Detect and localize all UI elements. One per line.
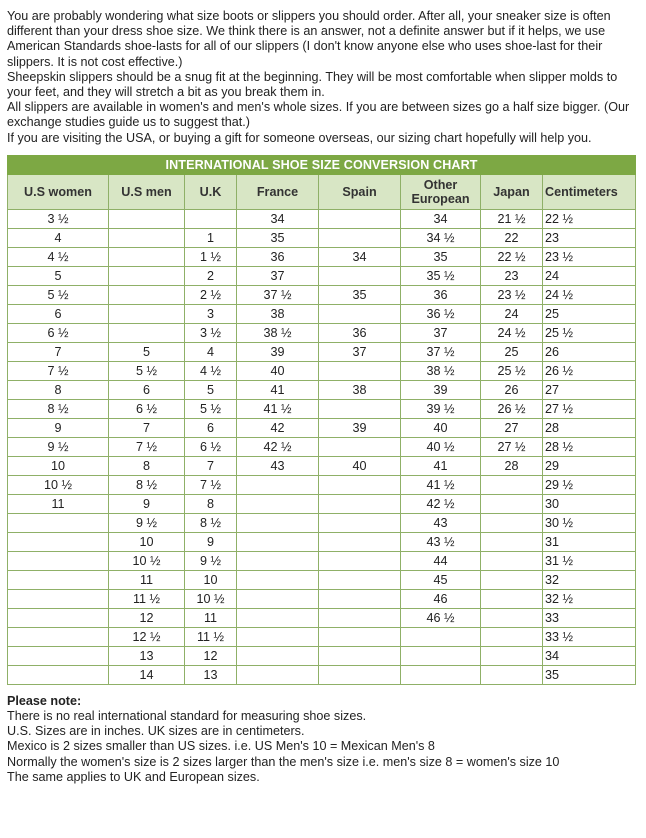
table-cell: 24 [481, 304, 543, 323]
table-cell: 26 ½ [481, 399, 543, 418]
table-cell [237, 551, 319, 570]
table-cell: 46 ½ [401, 608, 481, 627]
table-cell [481, 494, 543, 513]
table-cell: 10 ½ [8, 475, 109, 494]
table-cell: 8 ½ [8, 399, 109, 418]
table-cell: 5 [185, 380, 237, 399]
table-cell: 11 [8, 494, 109, 513]
table-cell [8, 589, 109, 608]
table-cell: 7 [109, 418, 185, 437]
table-cell [109, 304, 185, 323]
table-cell [237, 646, 319, 665]
table-cell: 32 [543, 570, 636, 589]
table-cell: 10 [109, 532, 185, 551]
table-cell: 9 ½ [109, 513, 185, 532]
table-cell: 37 ½ [401, 342, 481, 361]
table-cell [319, 589, 401, 608]
note-heading: Please note: [7, 693, 82, 708]
size-conversion-table [7, 155, 636, 685]
table-cell: 9 [8, 418, 109, 437]
table-cell: 33 ½ [543, 627, 636, 646]
table-cell: 28 ½ [543, 437, 636, 456]
table-cell [109, 228, 185, 247]
table-cell: 43 ½ [401, 532, 481, 551]
table-cell: 27 ½ [481, 437, 543, 456]
table-cell: 6 [8, 304, 109, 323]
note-line: There is no real international standard for measuring shoe sizes. [7, 709, 367, 724]
table-cell: 31 [543, 532, 636, 551]
table-cell: 35 [543, 665, 636, 684]
table-cell: 4 ½ [185, 361, 237, 380]
table-cell: 7 ½ [109, 437, 185, 456]
table-cell: 29 [543, 456, 636, 475]
table-cell: 39 [319, 418, 401, 437]
table-row [8, 513, 636, 532]
table-cell [481, 551, 543, 570]
table-cell: 1 ½ [185, 247, 237, 266]
table-cell: 6 ½ [109, 399, 185, 418]
table-cell: 5 ½ [185, 399, 237, 418]
table-cell: 11 ½ [185, 627, 237, 646]
table-cell: 42 ½ [401, 494, 481, 513]
table-cell [8, 532, 109, 551]
table-cell: 8 ½ [109, 475, 185, 494]
table-row [8, 380, 636, 399]
table-cell: 37 ½ [237, 285, 319, 304]
table-cell: 37 [319, 342, 401, 361]
column-header-row [8, 174, 636, 209]
table-cell: 26 ½ [543, 361, 636, 380]
table-cell: 10 ½ [109, 551, 185, 570]
table-cell: 40 [401, 418, 481, 437]
table-row [8, 304, 636, 323]
table-cell: 7 ½ [8, 361, 109, 380]
table-cell: 14 [109, 665, 185, 684]
table-cell: 25 [481, 342, 543, 361]
table-cell: 38 [237, 304, 319, 323]
table-cell: 5 [109, 342, 185, 361]
table-cell: 43 [401, 513, 481, 532]
table-cell: 34 [237, 209, 319, 228]
table-cell: 7 ½ [185, 475, 237, 494]
table-cell [8, 627, 109, 646]
table-cell [319, 627, 401, 646]
table-row [8, 285, 636, 304]
table-cell [319, 304, 401, 323]
table-cell: 24 ½ [543, 285, 636, 304]
table-cell: 12 ½ [109, 627, 185, 646]
table-cell [185, 209, 237, 228]
table-cell [481, 627, 543, 646]
table-cell [319, 361, 401, 380]
table-cell [8, 646, 109, 665]
table-cell: 23 [543, 228, 636, 247]
table-cell: 5 ½ [109, 361, 185, 380]
table-cell [109, 247, 185, 266]
table-cell: 27 ½ [543, 399, 636, 418]
table-cell: 31 ½ [543, 551, 636, 570]
table-cell: 23 [481, 266, 543, 285]
table-cell: 25 ½ [543, 323, 636, 342]
table-cell: 39 [237, 342, 319, 361]
intro-text [7, 9, 639, 146]
table-row [8, 399, 636, 418]
table-cell: 8 [8, 380, 109, 399]
table-row [8, 475, 636, 494]
table-cell [319, 266, 401, 285]
table-cell: 9 ½ [185, 551, 237, 570]
table-cell: 41 ½ [401, 475, 481, 494]
table-cell [319, 665, 401, 684]
table-row [8, 456, 636, 475]
table-cell: 6 [109, 380, 185, 399]
table-cell [237, 608, 319, 627]
table-row [8, 532, 636, 551]
table-cell: 34 [319, 247, 401, 266]
table-cell [319, 228, 401, 247]
column-header: U.S men [109, 174, 185, 209]
table-cell: 40 [319, 456, 401, 475]
column-header: Centimeters [543, 174, 636, 209]
note-line: Normally the women's size is 2 sizes larger than the men's size i.e. men's size 8 = women's size 10 [7, 754, 560, 769]
table-cell: 11 [185, 608, 237, 627]
table-row [8, 209, 636, 228]
table-cell: 37 [401, 323, 481, 342]
table-cell [481, 570, 543, 589]
table-row [8, 589, 636, 608]
table-cell [237, 494, 319, 513]
table-cell [237, 532, 319, 551]
table-cell: 45 [401, 570, 481, 589]
table-cell: 4 [8, 228, 109, 247]
table-cell: 29 ½ [543, 475, 636, 494]
table-cell: 25 [543, 304, 636, 323]
table-cell: 27 [543, 380, 636, 399]
intro-paragraph: Sheepskin slippers should be a snug fit at the beginning. They will be most comfortable when slipper molds to your feet, and they will stretch a bit as you break them in. [7, 69, 618, 100]
table-cell [109, 285, 185, 304]
table-row [8, 418, 636, 437]
table-cell: 35 ½ [401, 266, 481, 285]
table-cell: 38 ½ [237, 323, 319, 342]
table-cell [109, 209, 185, 228]
table-cell: 9 ½ [8, 437, 109, 456]
table-cell: 26 [543, 342, 636, 361]
table-cell: 6 [185, 418, 237, 437]
table-cell [319, 475, 401, 494]
table-cell [481, 608, 543, 627]
table-cell [481, 646, 543, 665]
table-cell: 22 ½ [543, 209, 636, 228]
table-cell [401, 646, 481, 665]
table-cell: 34 [543, 646, 636, 665]
table-row [8, 570, 636, 589]
table-cell: 23 ½ [543, 247, 636, 266]
table-cell: 42 ½ [237, 437, 319, 456]
table-cell [319, 437, 401, 456]
table-cell: 40 ½ [401, 437, 481, 456]
table-cell: 34 ½ [401, 228, 481, 247]
table-cell [401, 665, 481, 684]
table-cell: 25 ½ [481, 361, 543, 380]
table-cell [481, 589, 543, 608]
table-cell: 22 ½ [481, 247, 543, 266]
table-cell: 2 ½ [185, 285, 237, 304]
table-row [8, 342, 636, 361]
table-cell: 1 [185, 228, 237, 247]
table-cell [8, 551, 109, 570]
column-header: Japan [481, 174, 543, 209]
table-cell [319, 646, 401, 665]
table-cell: 5 [8, 266, 109, 285]
table-cell: 36 ½ [401, 304, 481, 323]
table-cell [319, 494, 401, 513]
table-cell [481, 665, 543, 684]
intro-paragraph: You are probably wondering what size boots or slippers you should order. After all, your sneaker size is often different than your dress shoe size. We think there is an answer, not a definite answer but if it helps, we use American Standards shoe-lasts for all of our slippers (I don't know anyone else who uses shoe-last for their slippers. It is not cost effective.) [7, 9, 611, 69]
table-cell: 40 [237, 361, 319, 380]
table-cell [237, 513, 319, 532]
table-cell [237, 589, 319, 608]
table-cell: 21 ½ [481, 209, 543, 228]
table-cell: 35 [237, 228, 319, 247]
table-cell [8, 570, 109, 589]
table-cell: 43 [237, 456, 319, 475]
table-cell [481, 532, 543, 551]
table-cell [319, 608, 401, 627]
table-cell: 2 [185, 266, 237, 285]
table-cell [8, 608, 109, 627]
column-header: France [237, 174, 319, 209]
table-body [8, 209, 636, 684]
table-cell [237, 665, 319, 684]
table-cell: 11 ½ [109, 589, 185, 608]
table-cell [319, 570, 401, 589]
table-cell [319, 513, 401, 532]
table-cell: 41 ½ [237, 399, 319, 418]
column-header: U.K [185, 174, 237, 209]
table-cell: 6 ½ [185, 437, 237, 456]
chart-title: INTERNATIONAL SHOE SIZE CONVERSION CHART [8, 155, 636, 174]
table-cell [401, 627, 481, 646]
note-section [7, 694, 639, 785]
table-cell: 34 [401, 209, 481, 228]
table-cell [8, 513, 109, 532]
table-cell: 30 ½ [543, 513, 636, 532]
table-row [8, 228, 636, 247]
table-cell: 36 [401, 285, 481, 304]
intro-paragraph: All slippers are available in women's and men's whole sizes. If you are between sizes go a half size bigger. (Our exchange studies guide us to suggest that.) [7, 100, 630, 130]
table-row [8, 266, 636, 285]
table-cell: 3 [185, 304, 237, 323]
table-cell: 44 [401, 551, 481, 570]
table-cell: 13 [185, 665, 237, 684]
table-cell: 3 ½ [8, 209, 109, 228]
table-row [8, 608, 636, 627]
table-row [8, 646, 636, 665]
column-header: Spain [319, 174, 401, 209]
table-cell: 8 ½ [185, 513, 237, 532]
column-header: Other European [401, 174, 481, 209]
table-cell: 27 [481, 418, 543, 437]
note-line: The same applies to UK and European sizes. [7, 769, 260, 784]
table-cell: 9 [185, 532, 237, 551]
intro-paragraph: If you are visiting the USA, or buying a gift for someone overseas, our sizing chart hopefully will help you. [7, 130, 592, 145]
table-cell: 24 [543, 266, 636, 285]
table-cell: 13 [109, 646, 185, 665]
table-row [8, 323, 636, 342]
table-cell: 36 [237, 247, 319, 266]
table-cell: 12 [185, 646, 237, 665]
table-cell: 7 [185, 456, 237, 475]
table-cell: 12 [109, 608, 185, 627]
table-cell: 41 [401, 456, 481, 475]
table-row [8, 494, 636, 513]
table-cell: 24 ½ [481, 323, 543, 342]
table-row [8, 551, 636, 570]
table-cell [319, 399, 401, 418]
table-cell [319, 551, 401, 570]
table-cell: 8 [109, 456, 185, 475]
note-line: Mexico is 2 sizes smaller than US sizes. i.e. US Men's 10 = Mexican Men's 8 [7, 739, 435, 754]
table-cell [237, 627, 319, 646]
table-cell [8, 665, 109, 684]
table-cell [109, 323, 185, 342]
table-cell: 22 [481, 228, 543, 247]
table-cell: 4 [185, 342, 237, 361]
table-cell: 5 ½ [8, 285, 109, 304]
table-cell: 38 ½ [401, 361, 481, 380]
table-cell: 26 [481, 380, 543, 399]
table-cell: 4 ½ [8, 247, 109, 266]
table-cell [319, 532, 401, 551]
table-cell: 7 [8, 342, 109, 361]
table-cell [237, 570, 319, 589]
table-cell: 8 [185, 494, 237, 513]
table-cell [481, 513, 543, 532]
table-row [8, 437, 636, 456]
table-cell: 3 ½ [185, 323, 237, 342]
table-cell: 42 [237, 418, 319, 437]
table-cell: 10 [185, 570, 237, 589]
table-cell: 32 ½ [543, 589, 636, 608]
table-cell: 41 [237, 380, 319, 399]
table-cell: 10 ½ [185, 589, 237, 608]
table-cell: 35 [401, 247, 481, 266]
table-cell: 30 [543, 494, 636, 513]
table-cell [109, 266, 185, 285]
table-cell: 37 [237, 266, 319, 285]
note-line: U.S. Sizes are in inches. UK sizes are in centimeters. [7, 724, 305, 739]
table-cell [319, 209, 401, 228]
table-cell: 6 ½ [8, 323, 109, 342]
table-cell: 28 [543, 418, 636, 437]
table-cell: 9 [109, 494, 185, 513]
table-cell: 33 [543, 608, 636, 627]
table-cell: 10 [8, 456, 109, 475]
table-cell: 46 [401, 589, 481, 608]
table-cell: 35 [319, 285, 401, 304]
table-cell: 28 [481, 456, 543, 475]
table-row [8, 665, 636, 684]
table-cell: 23 ½ [481, 285, 543, 304]
table-cell: 11 [109, 570, 185, 589]
table-cell [237, 475, 319, 494]
column-header: U.S women [8, 174, 109, 209]
table-cell [481, 475, 543, 494]
table-row [8, 247, 636, 266]
table-cell: 39 ½ [401, 399, 481, 418]
table-row [8, 361, 636, 380]
table-cell: 38 [319, 380, 401, 399]
table-cell: 39 [401, 380, 481, 399]
table-cell: 36 [319, 323, 401, 342]
table-row [8, 627, 636, 646]
